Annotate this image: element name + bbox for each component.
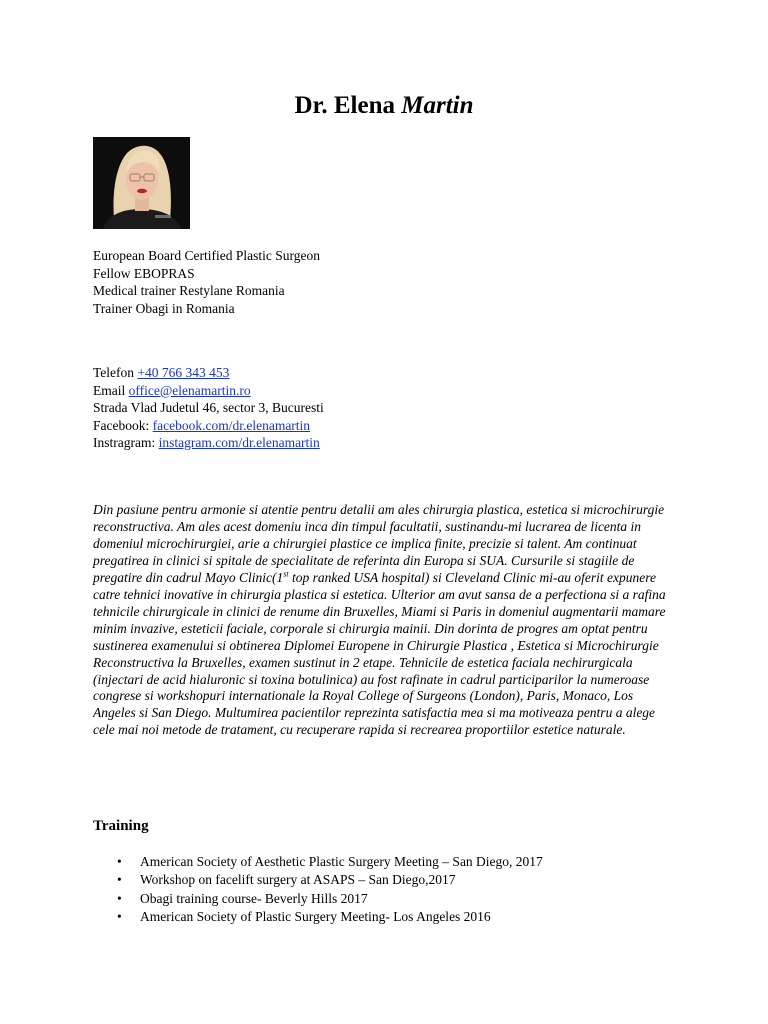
title-name-prefix: Dr. Elena: [294, 92, 395, 119]
instagram-link[interactable]: instagram.com/dr.elenamartin: [158, 435, 320, 450]
bio-part-2: top ranked USA hospital) si Cleveland Clinic mi-au oferit expunere catre tehnici inovative in chirurgia plastica si estetica. Ulterior am avut sansa de a perfectiona si a rafina tehnicile chirurgicale in clinici de renume din Bruxelles, Miami si Paris in domeniul augmentarii mamare minim invazive, esteticii faciale, corporale si chirurgia mainii. Din dorinta de progres am optat pentru sustinerea examenului si obtinerea Diplomei Europene in Chirurgie Plastica , Estetica si Microchirurgie Reconstructiva la Bruxelles, examen sustinut in 2 etape. Tehnicile de estetica faciala nechirurgicala (injectari de acid hialuronic si toxina botulinica) au fost rafinate in cadrul participarilor la numeroase congrese si workshopuri internationale la Royal College of Surgeons (London), Paris, Monaco, Los Angeles si San Diego. Multumirea pacientilor reprezinta satisfactia mea si ma motiveaza pentru a alege cele mai noi metode de tratament, cu recuperare rapida si recrearea proportiilor estetice naturale.: [93, 569, 666, 738]
portrait-illustration: [93, 137, 190, 229]
training-item-text: American Society of Aesthetic Plastic Surgery Meeting – San Diego, 2017: [140, 854, 543, 869]
email-link[interactable]: office@elenamartin.ro: [128, 382, 251, 398]
credential-line: Fellow EBOPRAS: [93, 265, 195, 281]
phone-line: [93, 364, 324, 382]
training-item: [93, 908, 543, 926]
email-line: [93, 382, 324, 400]
training-item: [93, 853, 543, 871]
phone-label: Telefon: [93, 365, 135, 380]
bullet-icon: •: [117, 908, 122, 924]
title-name-last: Martin: [401, 92, 474, 119]
bio-paragraph: [93, 502, 678, 739]
training-item-text: Workshop on facelift surgery at ASAPS – San Diego,2017: [140, 872, 456, 888]
credential-line: European Board Certified Plastic Surgeon: [93, 248, 320, 263]
contact-block: [93, 364, 324, 452]
profile-photo: [93, 137, 190, 229]
training-item: [93, 871, 543, 889]
training-item-text: Obagi training course- Beverly Hills 2017: [140, 890, 368, 906]
phone-link[interactable]: +40 766 343 453: [137, 365, 230, 380]
bullet-icon: •: [117, 890, 122, 906]
address-line: Strada Vlad Judetul 46, sector 3, Bucuresti: [93, 400, 324, 415]
bullet-icon: •: [117, 872, 122, 888]
credential-line: Medical trainer Restylane Romania: [93, 283, 285, 298]
facebook-line: [93, 417, 324, 435]
bio-superscript: st: [283, 569, 289, 579]
facebook-link[interactable]: facebook.com/dr.elenamartin: [152, 417, 311, 433]
instagram-label: Instragram:: [93, 435, 156, 450]
training-item-text: American Society of Plastic Surgery Meeting- Los Angeles 2016: [140, 908, 491, 924]
page-title: [0, 90, 768, 122]
instagram-line: [93, 434, 324, 452]
email-label: Email: [93, 382, 126, 398]
training-list: [93, 853, 543, 926]
facebook-label: Facebook:: [93, 417, 150, 433]
bio-text: [93, 502, 678, 739]
bullet-icon: •: [117, 854, 122, 869]
bio-part-1: Din pasiune pentru armonie si atentie pentru detalii am ales chirurgia plastica, estetica si microchirurgie reconstructiva. Am ales acest domeniu inca din timpul facultatii, sustinandu-mi lucrarea de licenta in domeniul microchirurgiei, arie a chirurgiei plastice ce implica finite, precizie si talent. Am continuat pregatirea in clinici si spitale de specialitate de referinta din Europa si SUA. Cursurile si stagiile de pregatire din cadrul Mayo Clinic(1: [93, 502, 665, 585]
credentials-list: [93, 247, 320, 317]
training-heading: Training: [93, 818, 149, 834]
training-item: [93, 890, 543, 908]
credential-line: Trainer Obagi in Romania: [93, 300, 235, 316]
